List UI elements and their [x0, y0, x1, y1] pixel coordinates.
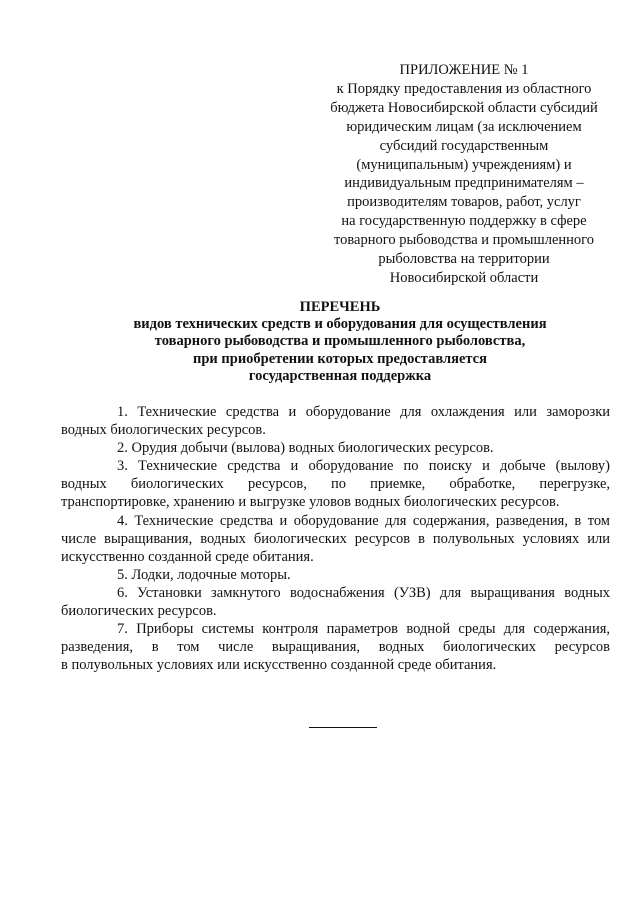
item-line: искусственно созданной среде обитания. — [61, 548, 314, 565]
list-item — [61, 512, 610, 566]
appendix-line: товарного рыбоводства и промышленного — [333, 232, 594, 249]
appendix-line: субсидий государственным — [379, 137, 549, 154]
list-item — [89, 439, 610, 457]
list-item — [61, 620, 610, 674]
item-line: 6. Установки замкнутого водоснабжения (УЗВ) для выращивания водных — [117, 584, 610, 601]
heading-line: видов технических средств и оборудования для осуществления — [133, 316, 547, 333]
item-line: водных биологических ресурсов, по приемке, обработке, перегрузке, — [61, 476, 610, 493]
item-line: водных биологических ресурсов. — [61, 422, 266, 439]
item-line: числе выращивания, водных биологических ресурсов в полувольных условиях или — [61, 530, 610, 547]
item-line: в полувольных условиях или искусственно созданной среде обитания. — [61, 657, 497, 674]
appendix-line: Новосибирской области — [389, 269, 539, 286]
item-line: 3. Технические средства и оборудование по поиску и добыче (вылову) — [117, 458, 610, 475]
appendix-line: бюджета Новосибирской области субсидий — [330, 99, 598, 116]
appendix-line: юридическим лицам (за исключением — [346, 118, 582, 135]
appendix-line: к Порядку предоставления из областного — [336, 80, 592, 97]
item-line: 1. Технические средства и оборудование для охлаждения или заморозки — [117, 404, 610, 420]
list-item — [61, 457, 610, 511]
heading-line: при приобретении которых предоставляется — [193, 350, 487, 367]
item-line: 2. Орудия добычи (вылова) водных биологических ресурсов. — [117, 440, 494, 457]
document-heading — [60, 299, 620, 385]
appendix-line: производителям товаров, работ, услуг — [347, 194, 581, 211]
appendix-line: (муниципальным) учреждениям) и — [356, 156, 572, 173]
list-item — [89, 566, 610, 584]
appendix-header — [318, 61, 610, 288]
appendix-line: на государственную поддержку в сфере — [341, 213, 587, 230]
item-line: биологических ресурсов. — [61, 603, 217, 620]
item-line: разведения, в том числе выращивания, водных биологических ресурсов — [61, 639, 610, 656]
document-title: ПЕРЕЧЕНЬ — [299, 299, 381, 315]
appendix-line: индивидуальным предпринимателям – — [344, 175, 584, 192]
item-line: транспортировке, хранению и выгрузке уловов водных биологических ресурсов. — [61, 494, 560, 511]
item-line: 7. Приборы системы контроля параметров водной среды для содержания, — [117, 621, 610, 638]
end-separator-line — [309, 727, 377, 728]
item-line: 5. Лодки, лодочные моторы. — [117, 566, 291, 583]
items-list — [61, 403, 610, 674]
item-line: 4. Технические средства и оборудование для содержания, разведения, в том — [117, 512, 610, 529]
heading-line: товарного рыбоводства и промышленного рыболовства, — [154, 333, 526, 350]
list-item — [61, 403, 610, 439]
appendix-line: ПРИЛОЖЕНИЕ № 1 — [399, 62, 529, 78]
heading-line: государственная поддержка — [248, 367, 432, 384]
appendix-line: рыболовства на территории — [378, 251, 550, 268]
list-item — [61, 584, 610, 620]
